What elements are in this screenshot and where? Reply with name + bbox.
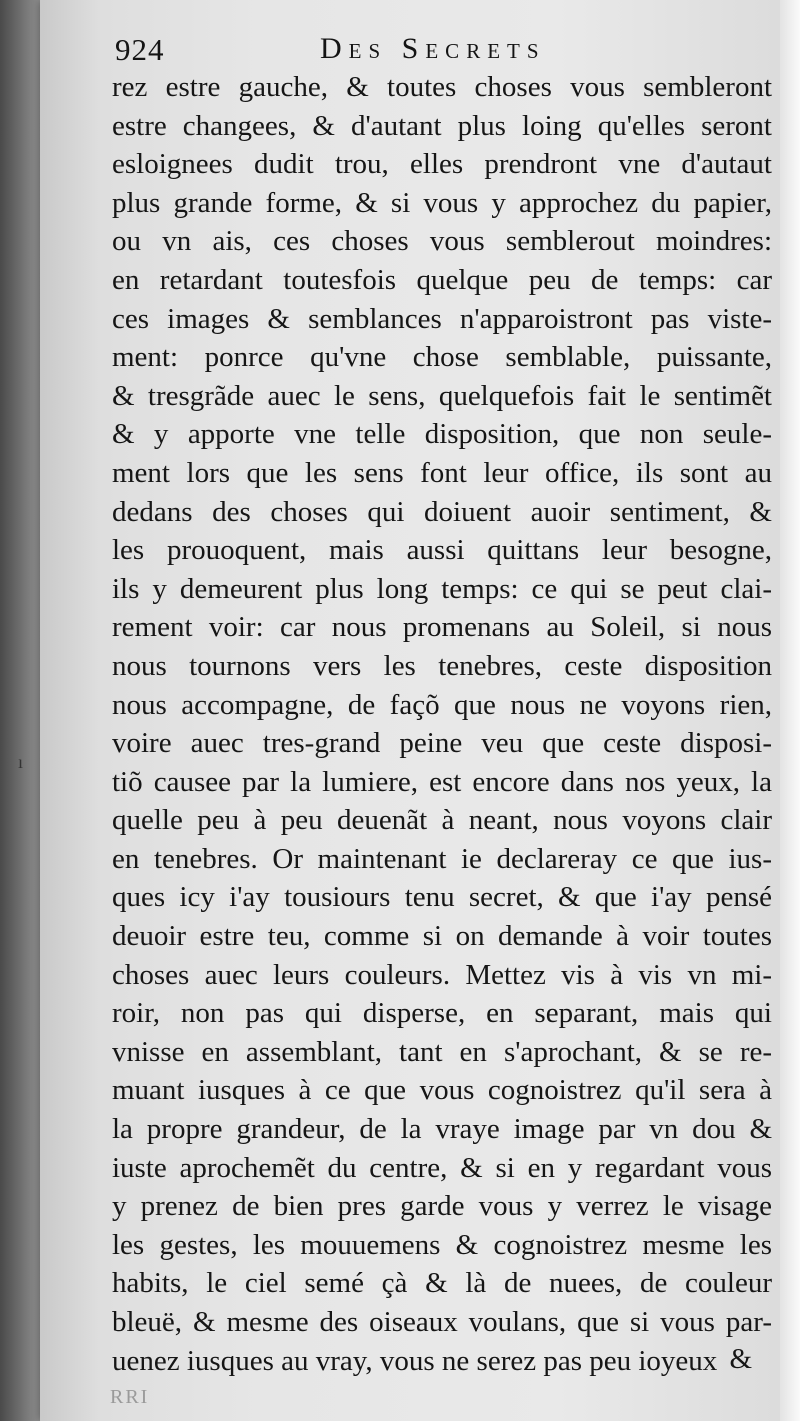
text-line: muant iusques à ce que vous cognoistrez qu'il sera à [112,1074,772,1107]
page-number: 924 [115,32,165,67]
text-line: habits, le ciel semé çà & là de nuees, de couleur [112,1267,772,1300]
text-line: deuoir estre teu, comme si on demande à voir toutes [112,920,772,953]
text-line: les prouoquent, mais aussi quittans leur besogne, [112,534,772,567]
text-line: tiõ causee par la lumiere, est encore dans nos yeux, la [112,765,772,798]
text-line: en tenebres. Or maintenant ie declareray ce que ius- [112,842,772,875]
text-line: vnisse en assemblant, tant en s'aprochant, & se re- [112,1035,772,1068]
text-line: estre changees, & d'autant plus loing qu'elles seront [112,109,772,142]
text-line: roir, non pas qui disperse, en separant, mais qui [112,997,772,1030]
text-line: nous accompagne, de façõ que nous ne voyons rien, [112,688,772,721]
text-line: en retardant toutesfois quelque peu de temps: car [112,263,772,296]
text-line: la propre grandeur, de la vraye image par vn dou & [112,1113,772,1146]
ghost-signature-mark: RRI [110,1386,150,1408]
text-line: quelle peu à peu deuenãt à neant, nous voyons clair [112,804,772,837]
text-line: uenez iusques au vray, vous ne serez pas peu ioyeux [112,1344,718,1377]
text-line: ment: ponrce qu'vne chose semblable, puissante, [112,341,772,374]
text-line: esloignees dudit trou, elles prendront vne d'autaut [112,148,772,181]
text-line: ces images & semblances n'apparoistront pas viste- [112,302,772,335]
text-line: plus grande forme, & si vous y approchez du papier, [112,186,772,219]
catchword: & [729,1343,752,1375]
text-line: & y apporte vne telle disposition, que non seule- [112,418,772,451]
text-line: & tresgrãde auec le sens, quelquefois fait le sentimẽt [112,379,772,412]
text-line: nous tournons vers les tenebres, ceste disposition [112,649,772,682]
text-line: bleuë, & mesme des oiseaux voulans, que si vous par- [112,1306,772,1338]
text-line: rez estre gauche, & toutes choses vous sembleront [112,71,772,103]
text-line: ils y demeurent plus long temps: ce qui se peut clai- [112,572,772,605]
text-line: ques icy i'ay tousiours tenu secret, & que i'ay pensé [112,881,772,914]
text-line: y prenez de bien pres garde vous y verrez le visage [112,1190,772,1223]
text-line: ment lors que les sens font leur office, ils sont au [112,456,772,489]
scan-edge-right [780,0,800,1421]
text-line: rement voir: car nous promenans au Soleil, si nous [112,611,772,644]
text-line: ou vn ais, ces choses vous semblerout moindres: [112,225,772,258]
text-line: iuste aprochemẽt du centre, & si en y regardant vous [112,1151,772,1184]
text-line: les gestes, les mouuemens & cognoistrez mesme les [112,1228,772,1261]
text-line: voire auec tres-grand peine veu que ceste disposi- [112,727,772,760]
body-text [112,68,772,1380]
margin-mark: ı [18,752,24,772]
running-title: Des Secrets [320,32,546,65]
text-line: dedans des choses qui doiuent auoir sentiment, & [112,495,772,528]
text-line: choses auec leurs couleurs. Mettez vis à vis vn mi- [112,958,772,991]
